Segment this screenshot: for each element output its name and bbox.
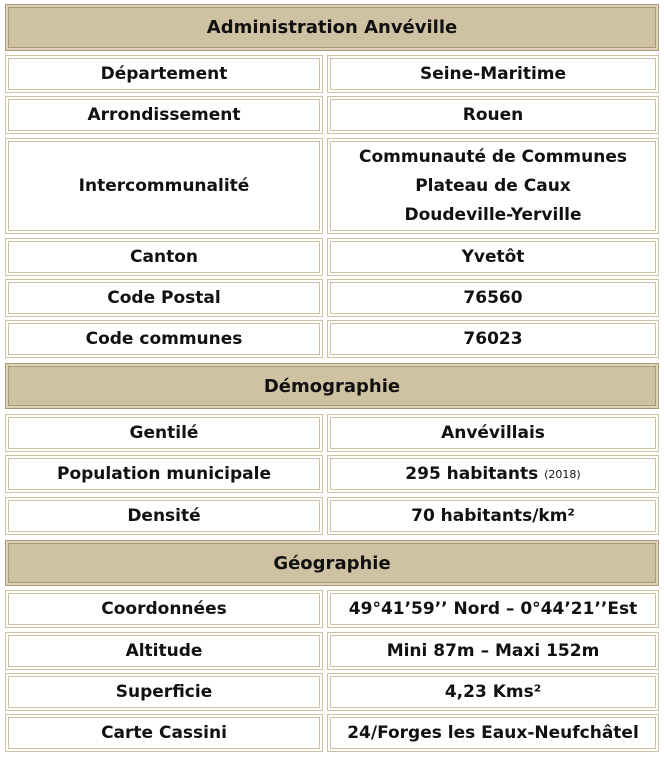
section-header-geographie: Géographie: [5, 540, 659, 586]
population-value: 295 habitants: [405, 463, 539, 484]
value-population: [327, 455, 659, 493]
value-canton: Yvetôt: [327, 238, 659, 276]
value-coordonnees: 49°41’59’’ Nord – 0°44’21’’Est: [327, 590, 659, 628]
value-altitude: Mini 87m – Maxi 152m: [327, 632, 659, 670]
value-arrondissement: Rouen: [327, 96, 659, 134]
population-year: (2018): [544, 467, 581, 481]
intercommunalite-line-1: Communauté de Communes: [359, 146, 627, 167]
value-gentile: Anvévillais: [327, 414, 659, 452]
label-population: Population municipale: [5, 455, 323, 493]
value-densite: 70 habitants/km²: [327, 497, 659, 535]
value-departement: Seine-Maritime: [327, 55, 659, 93]
label-gentile: Gentilé: [5, 414, 323, 452]
intercommunalite-line-2: Plateau de Caux: [415, 175, 571, 196]
label-coordonnees: Coordonnées: [5, 590, 323, 628]
value-intercommunalite: [327, 138, 659, 234]
label-densite: Densité: [5, 497, 323, 535]
label-code-postal: Code Postal: [5, 279, 323, 317]
label-arrondissement: Arrondissement: [5, 96, 323, 134]
value-code-communes: 76023: [327, 320, 659, 358]
intercommunalite-line-3: Doudeville-Yerville: [404, 204, 582, 225]
value-code-postal: 76560: [327, 279, 659, 317]
value-carte-cassini: 24/Forges les Eaux-Neufchâtel: [327, 714, 659, 752]
label-altitude: Altitude: [5, 632, 323, 670]
label-intercommunalite: Intercommunalité: [5, 138, 323, 234]
section-header-demographie: Démographie: [5, 363, 659, 409]
section-header-administration: Administration Anvéville: [5, 4, 659, 51]
label-carte-cassini: Carte Cassini: [5, 714, 323, 752]
label-canton: Canton: [5, 238, 323, 276]
label-code-communes: Code communes: [5, 320, 323, 358]
label-superficie: Superficie: [5, 673, 323, 711]
label-departement: Département: [5, 55, 323, 93]
value-superficie: 4,23 Kms²: [327, 673, 659, 711]
